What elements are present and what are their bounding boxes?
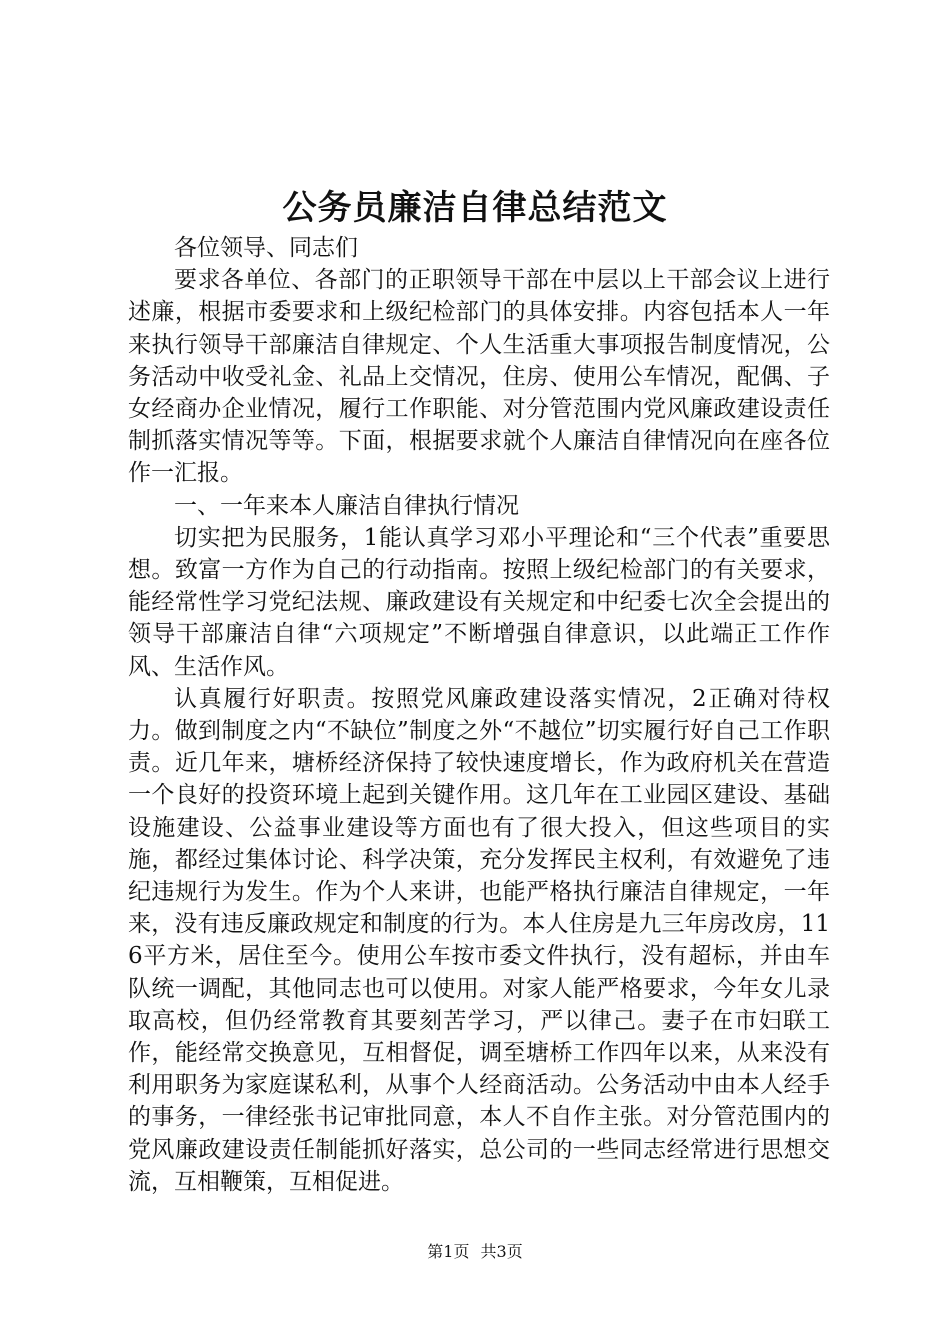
page-number: 第1页: [427, 1242, 470, 1261]
salutation-paragraph: 各位领导、同志们: [174, 235, 358, 261]
body-paragraph: 切实把为民服务，1能认真学习邓小平理论和“三个代表”重要思想。致富一方作为自己的行动指南。按照上级纪检部门的有关要求，能经常性学习党纪法规、廉政建设有关规定和中纪委七次全会提出的领导干部廉洁自律“六项规定”不断增强自律意识，以此端正工作作风、生活作风。: [128, 524, 830, 680]
page-footer: [0, 1240, 950, 1264]
intro-paragraph: 要求各单位、各部门的正职领导干部在中层以上干部会议上进行述廉，根据市委要求和上级纪检部门的具体安排。内容包括本人一年来执行领导干部廉洁自律规定、个人生活重大事项报告制度情况，公务活动中收受礼金、礼品上交情况，住房、使用公车情况，配偶、子女经商办企业情况，履行工作职能、对分管范围内党风廉政建设责任制抓落实情况等等。下面，根据要求就个人廉洁自律情况向在座各位作一汇报。: [128, 267, 830, 487]
document-body: [128, 232, 830, 1198]
document-title: 公务员廉洁自律总结范文: [282, 188, 668, 228]
page-total: 共3页: [480, 1242, 523, 1261]
section-heading: 一、一年来本人廉洁自律执行情况: [174, 492, 519, 519]
body-paragraph: 认真履行好职责。按照党风廉政建设落实情况，2正确对待权力。做到制度之内“不缺位”制度之外“不越位”切实履行好自己工作职责。近几年来，塘桥经济保持了较快速度增长，作为政府机关在营造一个良好的投资环境上起到关键作用。这几年在工业园区建设、基础设施建设、公益事业建设等方面也有了很大投入，但这些项目的实施，都经过集体讨论、科学决策，充分发挥民主权利，有效避免了违纪违规行为发生。作为个人来讲，也能严格执行廉洁自律规定，一年来，没有违反廉政规定和制度的行为。本人住房是九三年房改房，116平方米，居住至今。使用公车按市委文件执行，没有超标，并由车队统一调配，其他同志也可以使用。对家人能严格要求，今年女儿录取高校，但仍经常教育其要刻苦学习，严以律己。妻子在市妇联工作，能经常交换意见，互相督促，调至塘桥工作四年以来，从来没有利用职务为家庭谋私利，从事个人经商活动。公务活动中由本人经手的事务，一律经张书记审批同意，本人不自作主张。对分管范围内的党风廉政建设责任制能抓好落实，总公司的一些同志经常进行思想交流，互相鞭策，互相促进。: [128, 685, 830, 1195]
